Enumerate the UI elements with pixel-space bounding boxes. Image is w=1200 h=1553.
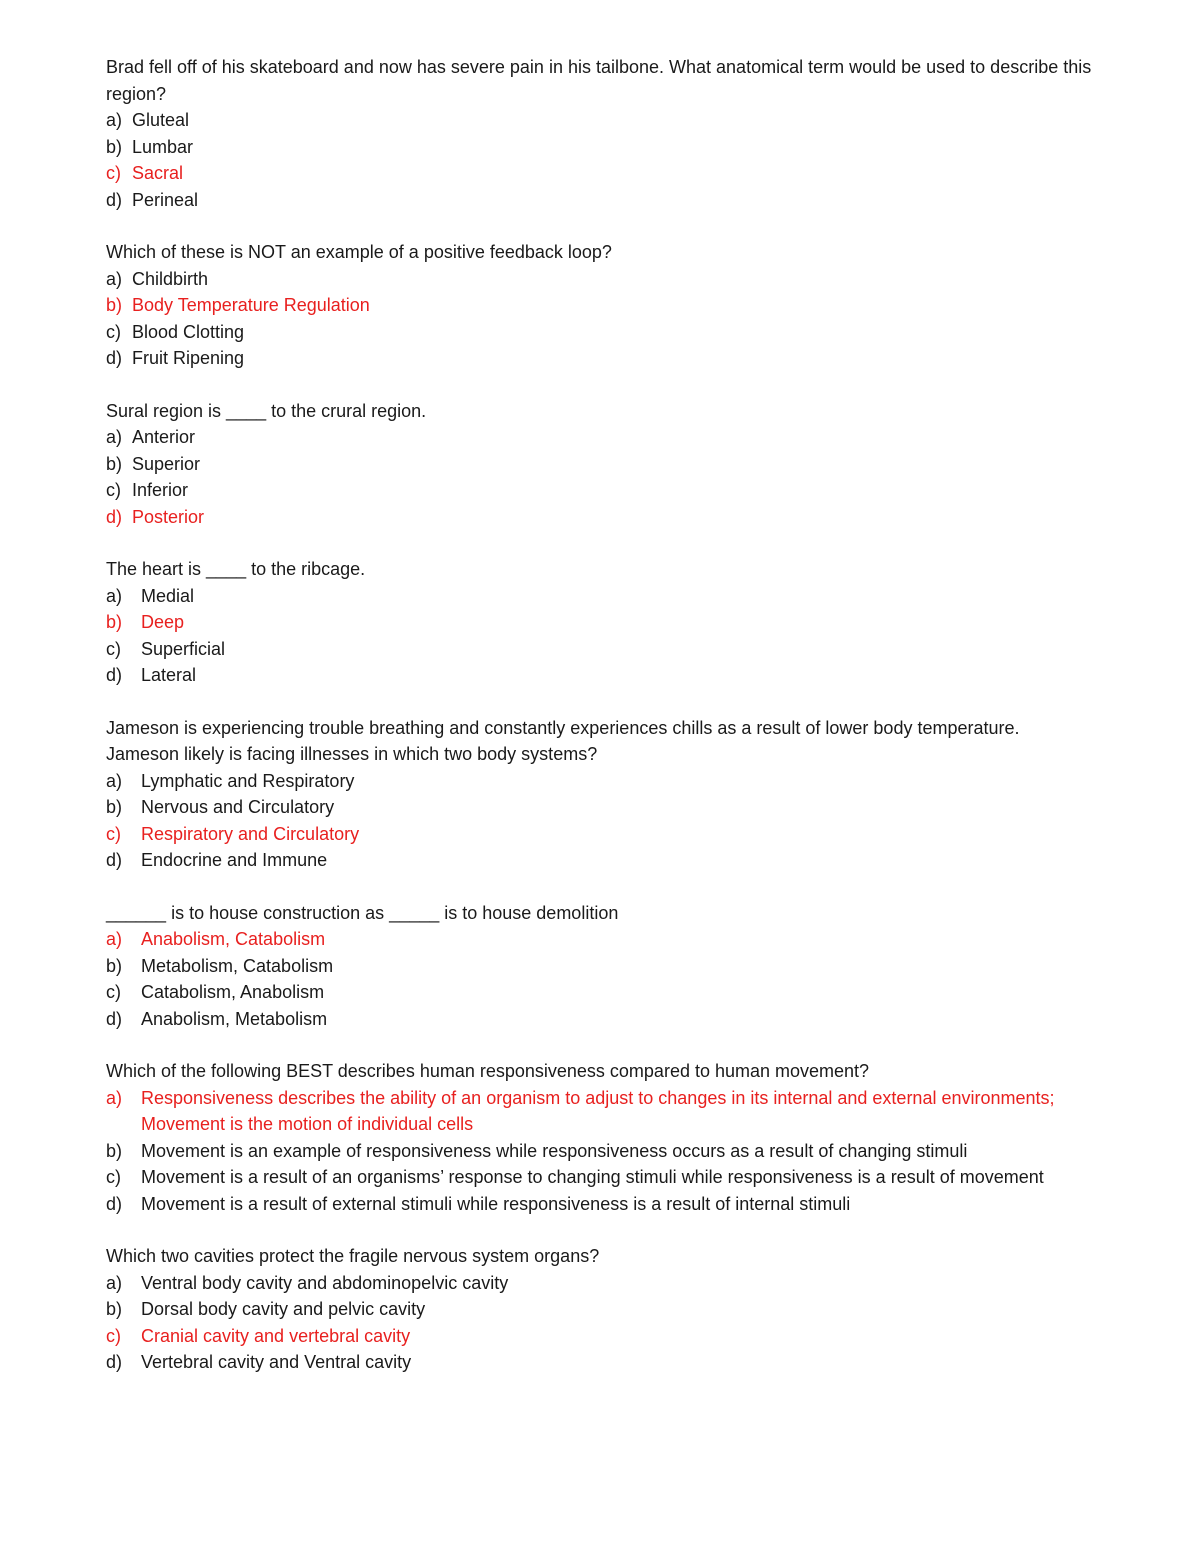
answer-option xyxy=(106,979,1096,1006)
option-letter: b) xyxy=(106,612,123,632)
option-text: Endocrine and Immune xyxy=(141,850,328,870)
option-text: Responsiveness describes the ability of an organism to adjust to changes in its internal and external environments; Movement is the motion of individual cells xyxy=(141,1087,1055,1134)
question-stem: Which two cavities protect the fragile nervous system organs? xyxy=(106,1246,600,1266)
answer-option xyxy=(106,504,1096,531)
option-letter: a) xyxy=(106,929,123,949)
option-text: Lateral xyxy=(141,665,197,685)
option-text: Anterior xyxy=(132,427,196,447)
question-stem: Sural region is ____ to the crural region. xyxy=(106,400,427,421)
option-letter: d) xyxy=(106,1193,123,1214)
answer-option xyxy=(106,107,1096,134)
option-letter: c) xyxy=(106,163,121,183)
option-letter: d) xyxy=(106,348,123,368)
answer-option xyxy=(106,187,1096,214)
option-letter: a) xyxy=(106,770,123,791)
option-letter: d) xyxy=(106,850,123,870)
option-text: Vertebral cavity and Ventral cavity xyxy=(141,1352,412,1372)
option-text: Sacral xyxy=(132,163,184,183)
option-letter: b) xyxy=(106,955,123,976)
option-text: Superficial xyxy=(141,638,226,659)
option-text: Ventral body cavity and abdominopelvic cavity xyxy=(141,1272,509,1293)
option-text: Anabolism, Catabolism xyxy=(141,929,326,949)
question-stem: The heart is ____ to the ribcage. xyxy=(106,559,366,579)
option-letter: c) xyxy=(106,982,121,1002)
question-stem: ______ is to house construction as _____ is to house demolition xyxy=(106,902,619,923)
option-letter: d) xyxy=(106,506,123,527)
option-text: Cranial cavity and vertebral cavity xyxy=(141,1325,411,1346)
option-text: Posterior xyxy=(132,506,205,527)
option-letter: c) xyxy=(106,1167,121,1187)
option-text: Dorsal body cavity and pelvic cavity xyxy=(141,1299,426,1319)
option-letter: a) xyxy=(106,427,123,447)
option-text: Lumbar xyxy=(132,136,194,157)
option-letter: c) xyxy=(106,823,121,844)
option-text: Inferior xyxy=(132,480,189,500)
answer-option xyxy=(106,847,1096,874)
option-letter: c) xyxy=(106,321,121,342)
option-text: Gluteal xyxy=(132,110,190,130)
option-letter: b) xyxy=(106,1140,123,1161)
option-letter: a) xyxy=(106,585,123,606)
answer-option xyxy=(106,1006,1096,1033)
answer-option xyxy=(106,926,1096,953)
option-letter: a) xyxy=(106,1087,123,1108)
answer-option xyxy=(106,1270,1096,1297)
option-letter: c) xyxy=(106,638,121,659)
answer-option xyxy=(106,1296,1096,1323)
question-2 xyxy=(106,239,1096,372)
question-7 xyxy=(106,1058,1096,1217)
answer-option xyxy=(106,451,1096,478)
option-letter: b) xyxy=(106,797,123,817)
answer-option xyxy=(106,821,1096,848)
option-letter: d) xyxy=(106,189,123,210)
question-4 xyxy=(106,556,1096,689)
answer-option xyxy=(106,1191,1096,1218)
question-stem: Jameson is experiencing trouble breathing and constantly experiences chills as a result of lower body temperature. Jameson likely is facing illnesses in which two body systems? xyxy=(106,717,1020,764)
option-text: Anabolism, Metabolism xyxy=(141,1008,328,1029)
answer-option xyxy=(106,319,1096,346)
answer-option xyxy=(106,794,1096,821)
option-letter: a) xyxy=(106,110,123,130)
option-letter: b) xyxy=(106,453,123,474)
option-text: Childbirth xyxy=(132,268,209,289)
question-stem: Which of these is NOT an example of a positive feedback loop? xyxy=(106,242,612,262)
option-text: Catabolism, Anabolism xyxy=(141,982,325,1002)
answer-option xyxy=(106,583,1096,610)
question-6 xyxy=(106,900,1096,1033)
answer-option xyxy=(106,768,1096,795)
answer-option xyxy=(106,1138,1096,1165)
quiz-page xyxy=(106,54,1096,1402)
option-letter: d) xyxy=(106,1352,123,1372)
answer-option xyxy=(106,662,1096,689)
answer-option xyxy=(106,1323,1096,1350)
answer-option xyxy=(106,636,1096,663)
question-5 xyxy=(106,715,1096,874)
answer-option xyxy=(106,424,1096,451)
option-letter: d) xyxy=(106,665,123,685)
option-text: Deep xyxy=(141,612,185,632)
option-text: Lymphatic and Respiratory xyxy=(141,770,355,791)
option-text: Metabolism, Catabolism xyxy=(141,955,334,976)
option-text: Medial xyxy=(141,585,195,606)
answer-option xyxy=(106,160,1096,187)
option-text: Nervous and Circulatory xyxy=(141,797,335,817)
answer-option xyxy=(106,609,1096,636)
option-text: Movement is a result of external stimuli while responsiveness is a result of internal stimuli xyxy=(141,1193,851,1214)
answer-option xyxy=(106,477,1096,504)
answer-option xyxy=(106,1164,1096,1191)
option-letter: c) xyxy=(106,1325,121,1346)
question-1 xyxy=(106,54,1096,213)
option-letter: a) xyxy=(106,268,123,289)
option-letter: b) xyxy=(106,295,123,315)
option-text: Movement is an example of responsiveness while responsiveness occurs as a result of changing stimuli xyxy=(141,1140,968,1161)
answer-option xyxy=(106,1349,1096,1376)
option-text: Blood Clotting xyxy=(132,321,245,342)
option-text: Movement is a result of an organisms’ response to changing stimuli while responsiveness is a result of movement xyxy=(141,1167,1044,1187)
option-text: Respiratory and Circulatory xyxy=(141,823,360,844)
option-text: Superior xyxy=(132,453,201,474)
question-8 xyxy=(106,1243,1096,1376)
option-text: Fruit Ripening xyxy=(132,348,245,368)
answer-option xyxy=(106,266,1096,293)
answer-option xyxy=(106,953,1096,980)
option-letter: d) xyxy=(106,1008,123,1029)
option-letter: c) xyxy=(106,480,121,500)
question-stem: Brad fell off of his skateboard and now has severe pain in his tailbone. What anatomical term would be used to describe this region? xyxy=(106,57,1092,104)
question-3 xyxy=(106,398,1096,531)
answer-option xyxy=(106,1085,1096,1138)
answer-option xyxy=(106,134,1096,161)
answer-option xyxy=(106,292,1096,319)
option-letter: a) xyxy=(106,1272,123,1293)
option-text: Perineal xyxy=(132,189,199,210)
option-letter: b) xyxy=(106,1299,123,1319)
question-stem: Which of the following BEST describes human responsiveness compared to human movement? xyxy=(106,1061,870,1081)
answer-option xyxy=(106,345,1096,372)
option-letter: b) xyxy=(106,136,123,157)
option-text: Body Temperature Regulation xyxy=(132,295,370,315)
